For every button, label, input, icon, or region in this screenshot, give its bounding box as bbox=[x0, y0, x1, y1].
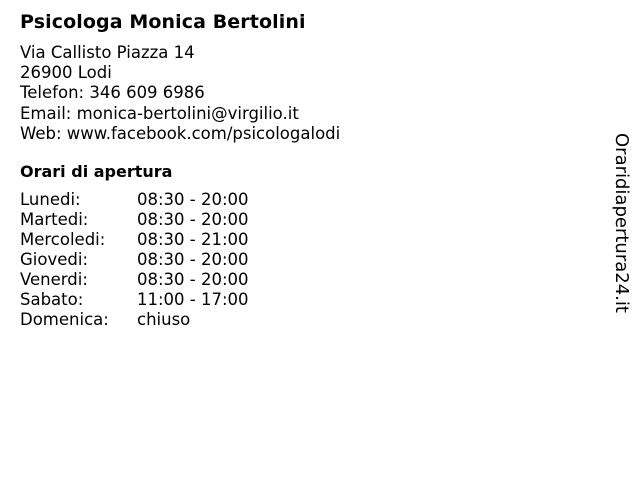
business-name: Psicologa Monica Bertolini bbox=[20, 11, 306, 33]
hours-heading: Orari di apertura bbox=[20, 162, 173, 182]
hours-row-monday bbox=[20, 190, 580, 210]
website-text: Web: www.facebook.com/psicologalodi bbox=[20, 123, 341, 143]
hours-table bbox=[20, 190, 580, 330]
hours-row-wednesday bbox=[20, 230, 580, 250]
day-label: Martedi: bbox=[20, 210, 89, 230]
time-value: 08:30 - 20:00 bbox=[137, 210, 249, 230]
time-value: 08:30 - 21:00 bbox=[137, 230, 249, 250]
time-value: 11:00 - 17:00 bbox=[137, 290, 249, 310]
business-card bbox=[20, 10, 580, 330]
time-value: chiuso bbox=[137, 310, 191, 330]
day-label: Mercoledi: bbox=[20, 230, 106, 250]
day-label: Venerdi: bbox=[20, 270, 88, 290]
time-value: 08:30 - 20:00 bbox=[137, 270, 249, 290]
address-street: Via Callisto Piazza 14 bbox=[20, 43, 195, 62]
time-value: 08:30 - 20:00 bbox=[137, 250, 249, 270]
contact-block bbox=[20, 43, 580, 144]
day-label: Domenica: bbox=[20, 310, 109, 330]
hours-row-friday bbox=[20, 270, 580, 290]
hours-row-sunday bbox=[20, 310, 580, 330]
day-label: Sabato: bbox=[20, 290, 84, 310]
brand-watermark bbox=[608, 133, 640, 311]
day-label: Giovedi: bbox=[20, 250, 88, 270]
phone-text: Telefon: 346 609 6986 bbox=[20, 83, 205, 103]
brand-text: Oraridiapertura24.it bbox=[611, 133, 632, 313]
hours-row-tuesday bbox=[20, 210, 580, 230]
hours-row-saturday bbox=[20, 290, 580, 310]
hours-row-thursday bbox=[20, 250, 580, 270]
address-city: 26900 Lodi bbox=[20, 63, 112, 83]
email-text: Email: monica-bertolini@virgilio.it bbox=[20, 103, 299, 123]
day-label: Lunedi: bbox=[20, 190, 81, 210]
time-value: 08:30 - 20:00 bbox=[137, 190, 249, 210]
